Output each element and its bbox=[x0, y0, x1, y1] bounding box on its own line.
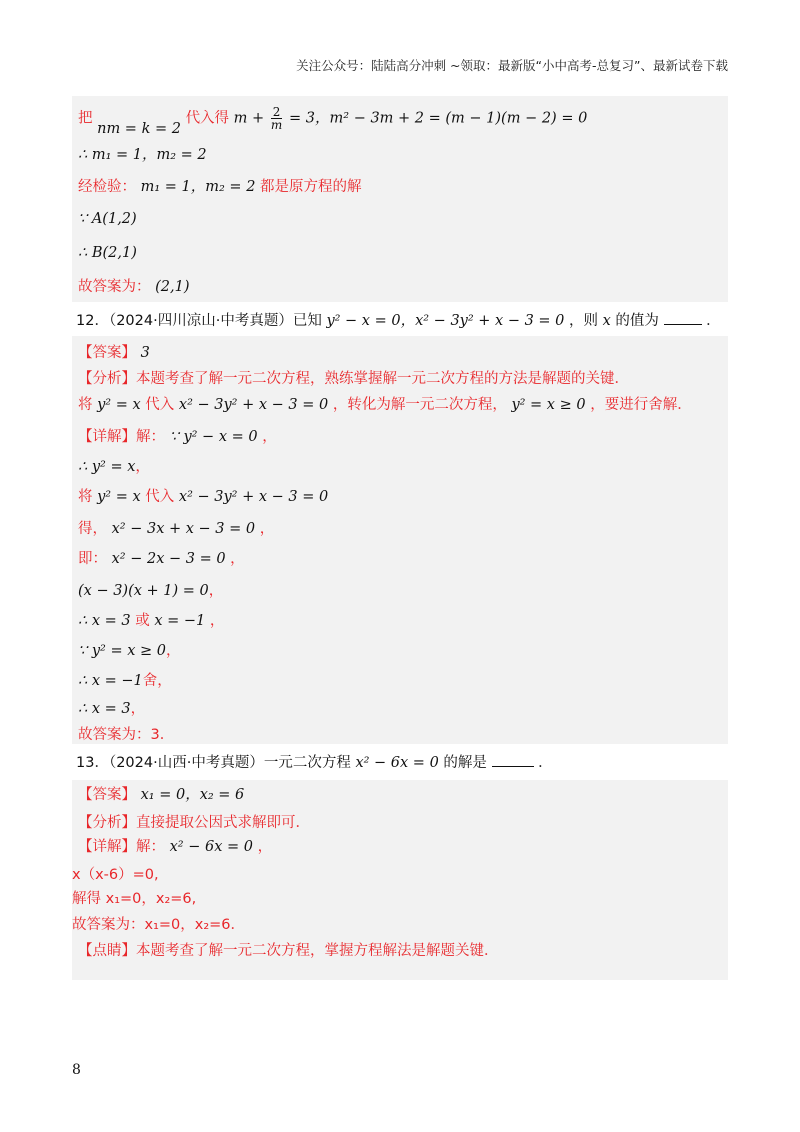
solution-line-6: 故答案为： (2,1) bbox=[78, 279, 190, 295]
solution-line-2: ∴ m₁ = 1，m₂ = 2 bbox=[78, 147, 207, 163]
answer-line: 【答案】 3 bbox=[78, 345, 150, 361]
solution-line-1: 把 nm = k = 2 代入得 m + $\frac{2}{m}$ = 3，m² − 3m + 2 = (m − 1)(m − 2) = 0 bbox=[78, 105, 588, 137]
question-13: 13．（2024·山西·中考真题）一元二次方程 x² − 6x = 0 的解是 ． bbox=[76, 755, 553, 771]
detail-line-8: ∵ y² = x ≥ 0， bbox=[78, 643, 181, 659]
detail-line: 【详解】解： x² − 6x = 0 ， bbox=[78, 839, 273, 855]
detail-line-3: 解得 x₁=0，x₂=6, bbox=[72, 891, 197, 907]
solution-block-13 bbox=[72, 780, 728, 980]
detail-line: 【详解】解： ∵ y² − x = 0 ， bbox=[78, 429, 277, 445]
detail-line-4: 故答案为：x₁=0，x₂=6． bbox=[72, 917, 246, 933]
comment-line: 【点睛】本题考查了解一元二次方程，掌握方程解法是解题关键． bbox=[78, 943, 499, 959]
detail-line-6: (x − 3)(x + 1) = 0， bbox=[78, 583, 224, 599]
page-header: 关注公众号：陆陆高分冲刺 ~领取：最新版“小中高考-总复习”、最新试卷下载 bbox=[296, 58, 728, 73]
analysis-line: 【分析】直接提取公因式求解即可． bbox=[78, 815, 310, 831]
answer-blank bbox=[664, 312, 702, 325]
detail-line-3: 将 y² = x 代入 x² − 3y² + x − 3 = 0 bbox=[78, 489, 329, 505]
detail-line-2: ∴ y² = x， bbox=[78, 459, 150, 475]
solution-block-12 bbox=[72, 336, 728, 744]
analysis-line-2: 将 y² = x 代入 x² − 3y² + x − 3 = 0 ，转化为解一元二次方程， y² = x ≥ 0 ，要进行舍解． bbox=[78, 397, 692, 413]
solution-line-5: ∴ B(2,1) bbox=[78, 245, 137, 261]
detail-line-10: ∴ x = 3， bbox=[78, 701, 146, 717]
solution-block-prev bbox=[72, 96, 728, 302]
detail-line-4: 得， x² − 3x + x − 3 = 0 ， bbox=[78, 521, 275, 537]
question-12: 12．（2024·四川凉山·中考真题）已知 y² − x = 0，x² − 3y² + x − 3 = 0 ，则 x 的值为 ． bbox=[76, 313, 721, 329]
solution-line-4: ∵ A(1,2) bbox=[78, 211, 137, 227]
fraction: $\frac{2}{m}$ bbox=[270, 105, 283, 132]
detail-line-2: x（x-6）=0, bbox=[72, 867, 159, 883]
detail-line-7: ∴ x = 3 或 x = −1 ， bbox=[78, 613, 225, 629]
final-answer-line: 故答案为：3． bbox=[78, 727, 175, 743]
page-number: 8 bbox=[72, 1062, 81, 1078]
answer-line: 【答案】 x₁ = 0，x₂ = 6 bbox=[78, 787, 245, 803]
detail-line-5: 即： x² − 2x − 3 = 0 ， bbox=[78, 551, 245, 567]
analysis-line: 【分析】本题考查了解一元二次方程，熟练掌握解一元二次方程的方法是解题的关键． bbox=[78, 371, 629, 387]
answer-blank bbox=[492, 754, 534, 767]
solution-line-3: 经检验： m₁ = 1，m₂ = 2 都是原方程的解 bbox=[78, 179, 362, 195]
detail-line-9: ∴ x = −1舍， bbox=[78, 673, 172, 689]
